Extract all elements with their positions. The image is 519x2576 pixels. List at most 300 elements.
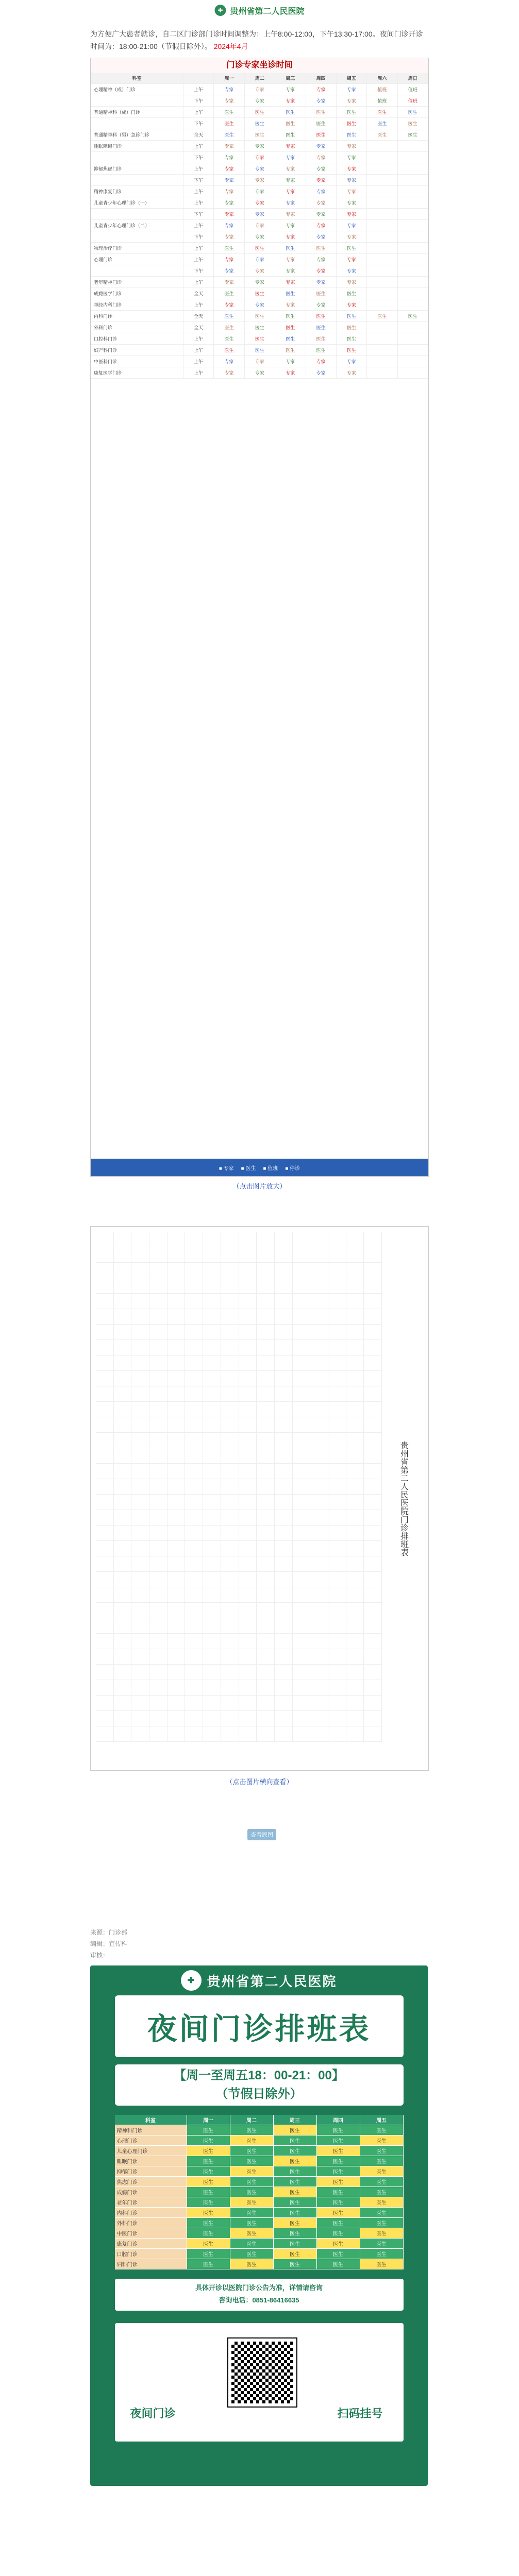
rotated-cell (131, 1433, 149, 1448)
schedule-cell: 儿童青少年心理门诊（一） (91, 197, 183, 209)
poster-cell: 医生 (274, 2208, 317, 2218)
rotated-cell (203, 1325, 221, 1340)
rotated-cell (239, 1247, 257, 1263)
rotated-cell (185, 1526, 203, 1541)
schedule-cell (367, 288, 397, 299)
rotated-cell (114, 1355, 132, 1371)
rotated-cell (310, 1402, 328, 1417)
rotated-cell (114, 1402, 132, 1417)
schedule-cell: 值班 (398, 95, 428, 107)
rotated-cell (310, 1603, 328, 1618)
rotated-cell (114, 1634, 132, 1649)
rotated-cell (221, 1479, 239, 1495)
rotated-cell (328, 1325, 346, 1340)
schedule-cell: 医生 (214, 107, 244, 118)
rotated-cell (96, 1309, 114, 1325)
hospital-logo-icon: ✚ (214, 5, 226, 16)
schedule-cell: 专家 (245, 231, 275, 243)
rotated-cell (114, 1603, 132, 1618)
rotated-cell (293, 1618, 311, 1634)
rotated-cell (221, 1495, 239, 1510)
rotated-cell (96, 1433, 114, 1448)
notice-body: 为方便广大患者就诊，自二区门诊部门诊时间调整为：上午8:00-12:00，下午13:30-17:00。夜间门诊开诊时间为：18:00-21:00（节假日除外）。 (90, 30, 423, 50)
rotated-cell (96, 1665, 114, 1680)
rotated-cell (346, 1649, 364, 1665)
rotated-cell (364, 1417, 382, 1433)
rotated-cell (275, 1541, 293, 1556)
poster-qr-icon[interactable] (228, 2338, 296, 2406)
rotated-cell (114, 1510, 132, 1526)
rotated-cell (131, 1711, 149, 1726)
poster-bottom-left: 夜间门诊 (130, 2407, 176, 2420)
rotated-cell (96, 1541, 114, 1556)
schedule-cell: 值班 (367, 84, 397, 95)
schedule-cell: 专家 (214, 231, 244, 243)
poster-header-cell: 科室 (115, 2115, 187, 2125)
rotated-cell (239, 1433, 257, 1448)
schedule-cell: 医生 (214, 129, 244, 141)
poster-sub-line1: 【周一至周五18：00-21：00】 (174, 2069, 344, 2082)
rotated-cell (131, 1448, 149, 1464)
rotated-cell (203, 1309, 221, 1325)
rotated-cell (239, 1479, 257, 1495)
poster-cell: 医生 (317, 2208, 360, 2218)
rotated-cell (346, 1711, 364, 1726)
rotated-cell (149, 1618, 168, 1634)
poster-cell: 医生 (360, 2146, 404, 2156)
poster-cell: 医生 (274, 2177, 317, 2187)
rotated-cell (168, 1618, 186, 1634)
rotated-cell (257, 1479, 275, 1495)
rotated-cell (275, 1433, 293, 1448)
poster-cell: 医生 (317, 2218, 360, 2228)
rotated-cell (114, 1294, 132, 1309)
schedule-cell: 专家 (275, 265, 306, 277)
rotated-cell (275, 1618, 293, 1634)
rotated-cell (185, 1340, 203, 1355)
schedule-cell: 上午 (183, 299, 214, 311)
rotated-cell (364, 1278, 382, 1294)
rotated-cell (149, 1541, 168, 1556)
rotated-cell (168, 1247, 186, 1263)
schedule-cell: 专家 (337, 197, 367, 209)
schedule-cell (398, 186, 428, 197)
rotated-cell (275, 1371, 293, 1386)
rotated-cell (203, 1340, 221, 1355)
rotated-cell (221, 1371, 239, 1386)
rotated-cell (310, 1433, 328, 1448)
schedule-cell: 专家 (245, 254, 275, 265)
rotated-cell (221, 1696, 239, 1711)
rotated-cell (275, 1340, 293, 1355)
rotated-cell (328, 1696, 346, 1711)
rotated-cell (185, 1263, 203, 1278)
schedule-cell: 中医科门诊 (91, 356, 183, 367)
rotated-cell (364, 1355, 382, 1371)
schedule-cell: 上午 (183, 367, 214, 379)
rotated-cell (328, 1541, 346, 1556)
rotated-cell (293, 1541, 311, 1556)
rotated-cell (131, 1232, 149, 1247)
rotated-cell (203, 1464, 221, 1479)
poster-cell: 医生 (274, 2239, 317, 2249)
rotated-cell (168, 1433, 186, 1448)
rotated-cell (168, 1263, 186, 1278)
poster-cell: 医生 (230, 2239, 274, 2249)
rotated-cell (149, 1309, 168, 1325)
rotated-cell (185, 1634, 203, 1649)
schedule-legend (91, 1159, 428, 1176)
rotated-cell (203, 1386, 221, 1402)
schedule-cell: 普通精神科（男）急诊门诊 (91, 129, 183, 141)
schedule-cell: 专家 (306, 186, 337, 197)
rotated-cell (131, 1247, 149, 1263)
rotated-cell (328, 1417, 346, 1433)
rotated-cell (96, 1402, 114, 1417)
rotated-cell (257, 1340, 275, 1355)
rotated-cell (293, 1649, 311, 1665)
rotated-cell (149, 1711, 168, 1726)
rotated-cell (239, 1309, 257, 1325)
schedule-cell: 专家 (214, 152, 244, 163)
rotated-cell (275, 1665, 293, 1680)
schedule-cell (91, 231, 183, 243)
poster-cell: 医生 (317, 2177, 360, 2187)
rotated-cell (239, 1634, 257, 1649)
rotated-cell (168, 1448, 186, 1464)
schedule-cell: 专家 (214, 84, 244, 95)
schedule-cell: 专家 (275, 197, 306, 209)
schedule-cell: 专家 (337, 356, 367, 367)
rotated-cell (346, 1325, 364, 1340)
schedule-cell: 医生 (337, 345, 367, 356)
schedule-cell (91, 209, 183, 220)
schedule-title: 门诊专家坐诊时间 (91, 58, 428, 73)
schedule-cell: 医生 (398, 118, 428, 129)
schedule-cell: 专家 (275, 356, 306, 367)
rotated-cell (131, 1386, 149, 1402)
rotated-cell (203, 1634, 221, 1649)
rotated-cell (275, 1510, 293, 1526)
poster-cell: 医生 (187, 2177, 230, 2187)
rotated-cell (310, 1371, 328, 1386)
rotated-cell (257, 1355, 275, 1371)
rotated-cell (328, 1510, 346, 1526)
schedule-cell: 下午 (183, 209, 214, 220)
rotated-cell (185, 1479, 203, 1495)
rotated-cell (221, 1448, 239, 1464)
rotated-cell (328, 1526, 346, 1541)
rotated-cell (346, 1479, 364, 1495)
rotated-cell (203, 1696, 221, 1711)
schedule-cell: 专家 (214, 95, 244, 107)
rotated-cell (257, 1247, 275, 1263)
night-clinic-poster[interactable] (90, 1965, 428, 2486)
schedule-cell: 下午 (183, 265, 214, 277)
schedule-cell: 专家 (337, 254, 367, 265)
rotated-cell (221, 1340, 239, 1355)
rotated-cell (149, 1634, 168, 1649)
schedule-cell: 专家 (245, 163, 275, 175)
schedule-cell: 专家 (245, 197, 275, 209)
schedule-cell: 上午 (183, 141, 214, 152)
rotated-cell (185, 1556, 203, 1572)
rotated-cell (149, 1278, 168, 1294)
rotated-cell (310, 1340, 328, 1355)
rotated-cell (168, 1696, 186, 1711)
schedule-cell (367, 322, 397, 333)
poster-cell: 医生 (317, 2228, 360, 2239)
rotated-cell (114, 1417, 132, 1433)
schedule-cell: 专家 (337, 299, 367, 311)
rotated-cell (328, 1618, 346, 1634)
rotated-cell (239, 1510, 257, 1526)
rotated-cell (185, 1541, 203, 1556)
schedule-cell: 专家 (306, 356, 337, 367)
rotated-cell (239, 1464, 257, 1479)
rotated-cell (310, 1711, 328, 1726)
rotated-cell (149, 1325, 168, 1340)
poster-cell: 精神科门诊 (115, 2125, 187, 2136)
rotated-cell (239, 1278, 257, 1294)
poster-cell: 医生 (187, 2239, 230, 2249)
schedule-cell: 专家 (245, 186, 275, 197)
rotated-cell (185, 1325, 203, 1340)
rotated-cell (257, 1649, 275, 1665)
rotated-cell (131, 1649, 149, 1665)
schedule-cell: 医生 (245, 118, 275, 129)
schedule-cell (367, 299, 397, 311)
rotated-cell (328, 1572, 346, 1587)
schedule-cell: 上午 (183, 220, 214, 231)
schedule-cell: 专家 (275, 163, 306, 175)
schedule-cell: 上午 (183, 163, 214, 175)
schedule-cell (91, 118, 183, 129)
rotated-cell (364, 1603, 382, 1618)
rotated-cell (275, 1680, 293, 1696)
schedule-cell: 全天 (183, 288, 214, 299)
rotated-cell (149, 1510, 168, 1526)
poster-cell: 医生 (360, 2259, 404, 2269)
rotated-cell (364, 1634, 382, 1649)
schedule-cell: 专家 (306, 277, 337, 288)
rotated-cell (96, 1495, 114, 1510)
rotated-cell (131, 1278, 149, 1294)
schedule-cell: 专家 (337, 152, 367, 163)
rotated-cell (364, 1479, 382, 1495)
schedule-cell: 专家 (214, 175, 244, 186)
rotated-cell (203, 1278, 221, 1294)
rotated-cell (364, 1680, 382, 1696)
rotated-cell (257, 1541, 275, 1556)
rotated-cell (239, 1526, 257, 1541)
poster-cell: 心理门诊 (115, 2136, 187, 2146)
rotated-cell (346, 1355, 364, 1371)
schedule-cell: 专家 (306, 367, 337, 379)
rotated-cell (275, 1464, 293, 1479)
rotated-cell (293, 1711, 311, 1726)
poster-header-cell: 周三 (274, 2115, 317, 2125)
rotated-cell (346, 1495, 364, 1510)
notice-text (90, 28, 428, 53)
schedule-image[interactable] (90, 58, 429, 1177)
rotated-cell (328, 1386, 346, 1402)
poster-notice (115, 2279, 404, 2311)
rotated-cell (293, 1340, 311, 1355)
schedule-cell: 医生 (306, 107, 337, 118)
schedule-cell: 专家 (214, 356, 244, 367)
rotated-cell (275, 1726, 293, 1742)
rotated-cell (168, 1649, 186, 1665)
schedule-cell: 专家 (214, 299, 244, 311)
rotated-cell (364, 1433, 382, 1448)
rotated-cell (346, 1541, 364, 1556)
rotated-cell (310, 1572, 328, 1587)
rotated-cell (293, 1696, 311, 1711)
schedule-cell: 外科门诊 (91, 322, 183, 333)
poster-hospital-name: 贵州省第二人民医院 (207, 1973, 337, 1989)
rotated-cell (168, 1278, 186, 1294)
schedule-cell: 下午 (183, 175, 214, 186)
rotated-cell (131, 1587, 149, 1603)
schedule-cell (367, 356, 397, 367)
rotated-cell (293, 1665, 311, 1680)
schedule-cell: 专家 (337, 95, 367, 107)
rotated-cell (239, 1402, 257, 1417)
poster-cell: 成瘾门诊 (115, 2187, 187, 2197)
schedule-cell: 专家 (245, 84, 275, 95)
schedule-cell: 医生 (214, 322, 244, 333)
rotated-cell (257, 1618, 275, 1634)
schedule-cell: 医生 (275, 118, 306, 129)
poster-cell: 医生 (317, 2146, 360, 2156)
rotated-cell (185, 1726, 203, 1742)
view-original-button[interactable]: 查看原图 (247, 1829, 276, 1840)
schedule-cell (367, 152, 397, 163)
poster-cell: 医生 (274, 2187, 317, 2197)
schedule-cell: 上午 (183, 243, 214, 254)
rotated-cell (293, 1294, 311, 1309)
schedule-cell: 专家 (337, 220, 367, 231)
schedule-cell: 医生 (275, 129, 306, 141)
rotated-cell (221, 1278, 239, 1294)
schedule-cell: 值班 (398, 84, 428, 95)
rotated-cell (185, 1618, 203, 1634)
rotated-cell (96, 1696, 114, 1711)
rotated-cell (364, 1510, 382, 1526)
rotated-cell (131, 1479, 149, 1495)
rotated-cell (114, 1263, 132, 1278)
schedule-cell: 专家 (214, 186, 244, 197)
rotated-cell (203, 1680, 221, 1696)
rotated-cell (328, 1340, 346, 1355)
rotated-cell (364, 1263, 382, 1278)
rotated-cell (293, 1402, 311, 1417)
rotated-cell (275, 1448, 293, 1464)
rotated-cell (96, 1711, 114, 1726)
rotated-cell (149, 1263, 168, 1278)
rotated-cell (310, 1665, 328, 1680)
rotated-cell (293, 1232, 311, 1247)
rotated-cell (96, 1325, 114, 1340)
rotated-cell (149, 1433, 168, 1448)
rotated-cell (96, 1340, 114, 1355)
rotated-cell (149, 1417, 168, 1433)
rotated-cell (221, 1247, 239, 1263)
schedule-cell: 专家 (214, 197, 244, 209)
rotated-cell (293, 1526, 311, 1541)
schedule-cell: 专家 (306, 175, 337, 186)
rotated-cell (275, 1603, 293, 1618)
rotated-cell (364, 1247, 382, 1263)
poster-cell: 医生 (187, 2218, 230, 2228)
schedule-cell: 睡眠障碍门诊 (91, 141, 183, 152)
rotated-cell (239, 1726, 257, 1742)
poster-cell: 医生 (274, 2249, 317, 2259)
poster-cell: 医生 (230, 2156, 274, 2166)
poster-cell: 医生 (360, 2208, 404, 2218)
rotated-cell (221, 1263, 239, 1278)
poster-cell: 医生 (230, 2187, 274, 2197)
rotated-cell (203, 1371, 221, 1386)
schedule-cell: 医生 (214, 288, 244, 299)
schedule-cell: 神经内科门诊 (91, 299, 183, 311)
rotated-cell (310, 1526, 328, 1541)
rotated-cell (96, 1587, 114, 1603)
poster-notice-line2: 咨询电话：0851-86416635 (219, 2296, 299, 2304)
rotated-cell (221, 1618, 239, 1634)
rotated-cell (114, 1726, 132, 1742)
rotated-cell (168, 1726, 186, 1742)
schedule-cell: 专家 (306, 141, 337, 152)
rotated-cell (96, 1510, 114, 1526)
rotated-cell (96, 1417, 114, 1433)
rotated-cell (239, 1618, 257, 1634)
rotated-cell (275, 1526, 293, 1541)
rotated-cell (131, 1510, 149, 1526)
schedule-header-cell (183, 73, 214, 84)
poster-cell: 医生 (230, 2228, 274, 2239)
schedule-cell: 医生 (245, 333, 275, 345)
poster-cell: 医生 (360, 2249, 404, 2259)
schedule-cell: 专家 (275, 209, 306, 220)
schedule-cell: 专家 (337, 186, 367, 197)
rotated-cell (257, 1309, 275, 1325)
rotated-cell (239, 1340, 257, 1355)
rotated-cell (346, 1371, 364, 1386)
rotated-cell (168, 1680, 186, 1696)
schedule-cell: 医生 (275, 311, 306, 322)
rotated-cell (96, 1526, 114, 1541)
rotated-cell (114, 1649, 132, 1665)
poster-header-cell: 周五 (360, 2115, 404, 2125)
rotated-cell (364, 1711, 382, 1726)
rotated-title: 贵州省第二人民医院门诊排班表 (399, 1440, 408, 1556)
rotated-cell (221, 1526, 239, 1541)
rotated-cell (275, 1278, 293, 1294)
rotated-cell (293, 1634, 311, 1649)
rotated-cell (203, 1603, 221, 1618)
rotated-cell (364, 1495, 382, 1510)
schedule-cell: 专家 (245, 277, 275, 288)
schedule-cell: 上午 (183, 356, 214, 367)
rotated-cell (221, 1572, 239, 1587)
schedule-cell: 专家 (275, 175, 306, 186)
rotated-cell (185, 1464, 203, 1479)
rotated-schedule-image[interactable] (90, 1226, 429, 1771)
rotated-cell (203, 1618, 221, 1634)
poster-cell: 抑郁门诊 (115, 2166, 187, 2177)
